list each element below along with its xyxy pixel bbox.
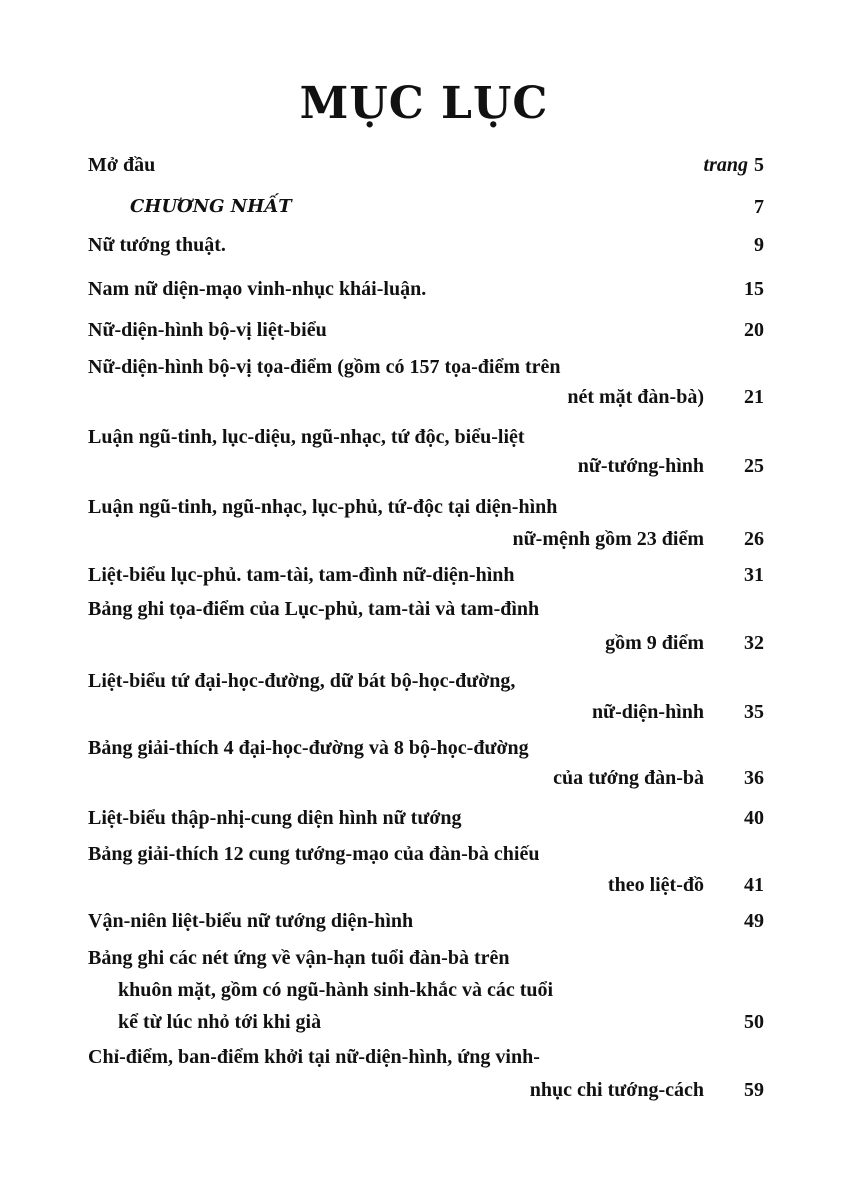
toc-page-number — [744, 274, 764, 304]
toc-entry-line — [88, 594, 764, 624]
toc-entry-line — [88, 839, 764, 869]
toc-entry-title: của tướng đàn-bà — [553, 767, 704, 789]
toc-entry-title: Bảng ghi các nét ứng về vận-hạn tuổi đàn-bà trên — [88, 947, 510, 969]
toc-entry-line — [88, 628, 764, 658]
toc-entry-title: nhục chi tướng-cách — [529, 1079, 704, 1101]
toc-entry-title: khuôn mặt, gồm có ngũ-hành sinh-khắc và các tuổi — [118, 979, 554, 1001]
toc-entry-line — [88, 697, 764, 727]
toc-page-number — [744, 451, 764, 481]
toc-page-number — [744, 524, 764, 554]
toc-page-number — [754, 230, 764, 260]
toc-page-number — [744, 870, 764, 900]
toc-entry-title: Liệt-biểu tứ đại-học-đường, dữ bát bộ-học-đường, — [88, 670, 516, 692]
page-number-value: 21 — [744, 386, 764, 408]
toc-entry-line — [88, 1075, 764, 1105]
toc-entry-title: Luận ngũ-tinh, lục-diệu, ngũ-nhạc, tứ độc, biểu-liệt — [88, 426, 525, 448]
toc-entry-line — [88, 492, 764, 522]
page-number-value: 5 — [754, 154, 764, 176]
toc-entry-line — [88, 451, 764, 481]
toc-entry-line — [88, 1007, 764, 1037]
toc-entry-title: Chỉ-điểm, ban-điểm khởi tại nữ-diện-hình, ứng vinh- — [88, 1046, 540, 1068]
toc-entry-line — [88, 870, 764, 900]
toc-entry-line — [88, 560, 764, 590]
toc-entry-title: Mở đầu — [88, 154, 156, 176]
page-number-value: 41 — [744, 874, 764, 896]
toc-page-number — [744, 763, 764, 793]
toc-entry-title: nữ-diện-hình — [591, 701, 704, 723]
toc-page-number — [744, 1075, 764, 1105]
toc-entry-line — [88, 274, 764, 304]
toc-page-number — [704, 150, 764, 180]
page-number-value: 35 — [744, 701, 764, 723]
toc-entry-line — [88, 422, 764, 452]
toc-entry-line — [88, 763, 764, 793]
toc-entry-title: kể từ lúc nhỏ tới khi già — [118, 1011, 322, 1033]
toc-entry-title: Liệt-biểu thập-nhị-cung diện hình nữ tướng — [88, 807, 462, 829]
page-number-value: 40 — [744, 807, 764, 829]
toc-entry-title: Bảng giải-thích 12 cung tướng-mạo của đàn-bà chiếu — [88, 843, 540, 865]
toc-entry-title: Luận ngũ-tinh, ngũ-nhạc, lục-phủ, tứ-độc tại diện-hình — [88, 496, 558, 518]
toc-entry-title: CHƯƠNG NHẤT — [130, 196, 292, 217]
toc-page-number — [744, 906, 764, 936]
page-number-value: 32 — [744, 632, 764, 654]
toc-page-number — [744, 803, 764, 833]
toc-page-number — [754, 192, 764, 222]
toc-entry-line — [88, 943, 764, 973]
toc-entry-line — [88, 733, 764, 763]
toc-entry-title: nét mặt đàn-bà) — [567, 386, 704, 408]
page-number-value: 31 — [744, 564, 764, 586]
toc-page-number — [744, 697, 764, 727]
toc-entry-line — [88, 150, 764, 180]
toc-entry-title: Bảng ghi tọa-điểm của Lục-phủ, tam-tài và tam-đình — [88, 598, 540, 620]
page-number-value: 26 — [744, 528, 764, 550]
toc-page-number — [744, 628, 764, 658]
page-number-value: 15 — [744, 278, 764, 300]
toc-entry-title: Nữ-diện-hình bộ-vị liệt-biểu — [88, 319, 327, 341]
page-number-value: 20 — [744, 319, 764, 341]
toc-entry-title: gồm 9 điểm — [605, 632, 704, 654]
toc-entry-line — [88, 975, 764, 1005]
toc-entry-title: Nữ tướng thuật. — [88, 234, 226, 256]
toc-entry-line — [88, 315, 764, 345]
toc-entry-line — [88, 230, 764, 260]
toc-entry-line — [88, 1042, 764, 1072]
toc-entry-line — [88, 192, 764, 222]
toc-entry-line — [88, 803, 764, 833]
toc-entry-title: Nam nữ diện-mạo vinh-nhục khái-luận. — [88, 278, 427, 300]
page-number-value: 36 — [744, 767, 764, 789]
page-number-value: 9 — [754, 234, 764, 256]
toc-entry-title: Nữ-diện-hình bộ-vị tọa-điểm (gồm có 157 tọa-điểm trên — [88, 356, 561, 378]
toc-entry-line — [88, 352, 764, 382]
toc-page-number — [744, 560, 764, 590]
page-number-value: 49 — [744, 910, 764, 932]
page-number-value: 50 — [744, 1011, 764, 1033]
toc-entry-line — [88, 382, 764, 412]
toc-entry-line — [88, 906, 764, 936]
toc-page-number — [744, 382, 764, 412]
page-prefix: trang — [703, 154, 748, 176]
page-title: MỤC LỤC — [299, 78, 549, 129]
page-number-value: 25 — [744, 455, 764, 477]
toc-entry-line — [88, 666, 764, 696]
toc-entry-title: Bảng giải-thích 4 đại-học-đường và 8 bộ-học-đường — [88, 737, 529, 759]
toc-page-number — [744, 315, 764, 345]
toc-entry-line — [88, 524, 764, 554]
page-number-value: 59 — [744, 1079, 764, 1101]
toc-entry-title: theo liệt-đồ — [607, 874, 704, 896]
toc-page-number — [744, 1007, 764, 1037]
page-number-value: 7 — [754, 196, 764, 218]
toc-entry-title: Liệt-biểu lục-phủ. tam-tài, tam-đình nữ-diện-hình — [88, 564, 515, 586]
toc-entry-title: nữ-tướng-hình — [577, 455, 704, 477]
toc-entry-title: nữ-mệnh gồm 23 điểm — [512, 528, 704, 550]
toc-entry-title: Vận-niên liệt-biểu nữ tướng diện-hình — [88, 910, 414, 932]
